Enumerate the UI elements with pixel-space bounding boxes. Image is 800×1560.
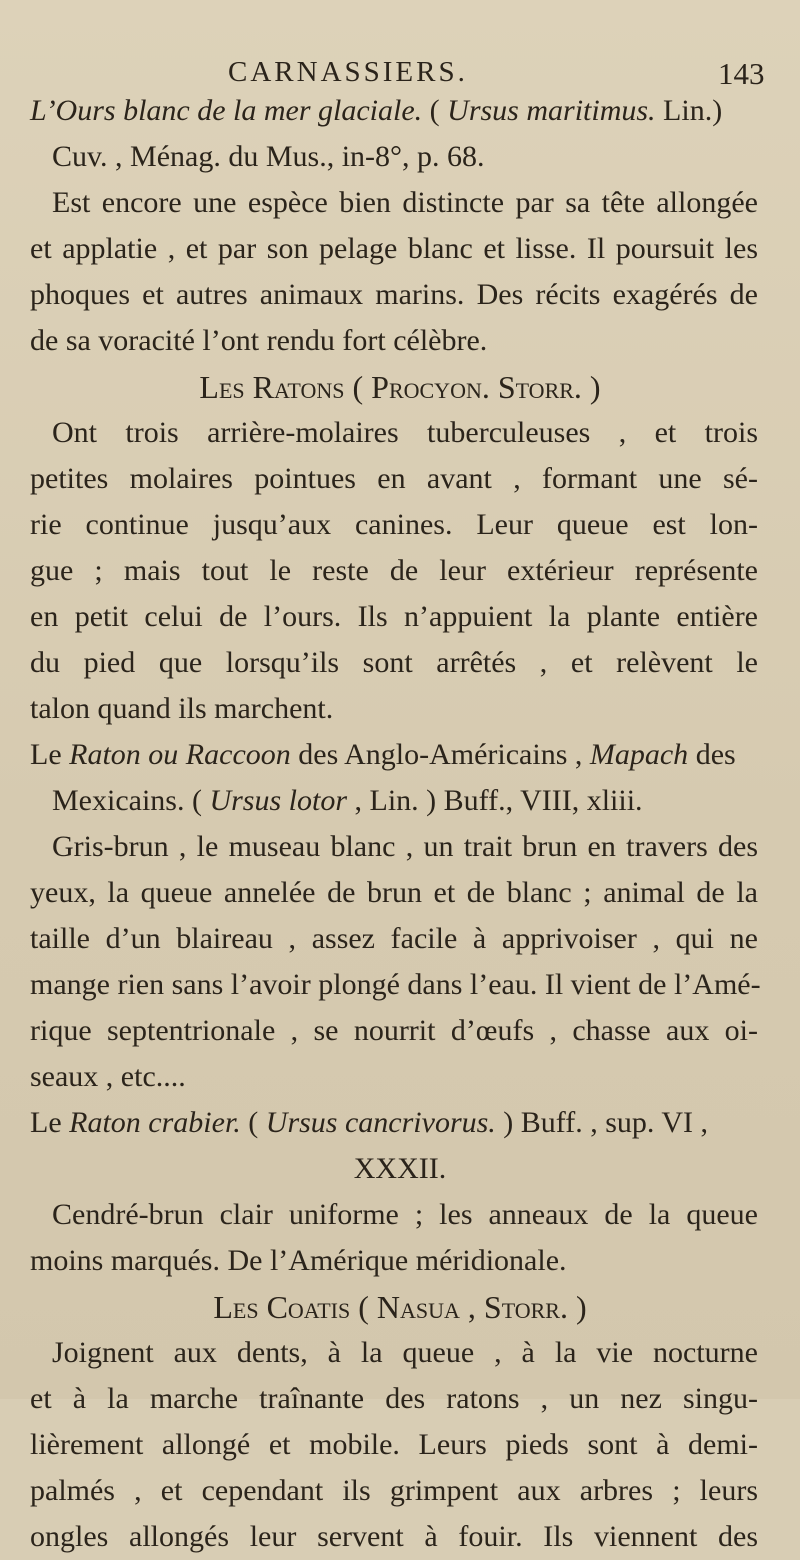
text-line: Gris-brun , le museau blanc , un trait brun en travers des [52, 830, 758, 863]
entry-title-raton-crabier: Le Raton crabier. ( Ursus cancrivorus. ) Buff. , sup. VI , [30, 1106, 709, 1139]
text-line: Joignent aux dents, à la queue , à la vie nocturne [52, 1336, 758, 1369]
text-line: yeux, la queue annelée de brun et de blanc ; animal de la [30, 876, 758, 909]
entry-reference-raton: Mexicains. ( Ursus lotor , Lin. ) Buff., VIII, xliii. [52, 784, 643, 817]
text-line: seaux , etc.... [30, 1060, 186, 1093]
text-line: Est encore une espèce bien distincte par sa tête allongée [52, 186, 758, 219]
text-line: du pied que lorsqu’ils sont arrêtés , et relèvent le [30, 646, 758, 679]
text-line: Ont trois arrière-molaires tuberculeuses , et trois [52, 416, 758, 449]
text-line: moins marqués. De l’Amérique méridionale. [30, 1244, 567, 1277]
text-line: ongles allongés leur servent à fouir. Ils viennent des [30, 1520, 758, 1553]
page-text [0, 88, 800, 1560]
entry-reference-raton-crabier: XXXII. [353, 1152, 447, 1185]
entry-title-raton: Le Raton ou Raccoon des Anglo-Américains , Mapach des [30, 738, 736, 771]
page-number: 143 [718, 56, 765, 91]
text-line: palmés , et cependant ils grimpent aux arbres ; leurs [30, 1474, 758, 1507]
section-heading-ratons: Les Ratons ( Procyon. Storr. ) [199, 369, 601, 405]
text-line: rie continue jusqu’aux canines. Leur queue est lon- [30, 508, 758, 541]
text-line: phoques et autres animaux marins. Des récits exagérés de [30, 278, 758, 311]
section-heading-coatis: Les Coatis ( Nasua , Storr. ) [213, 1289, 587, 1325]
text-line: et applatie , et par son pelage blanc et lisse. Il poursuit les [30, 232, 758, 265]
text-line: rique septentrionale , se nourrit d’œufs , chasse aux oi- [30, 1014, 758, 1047]
text-line: et à la marche traînante des ratons , un nez singu- [30, 1382, 758, 1415]
text-line: gue ; mais tout le reste de leur extérieur représente [30, 554, 758, 587]
running-head: CARNASSIERS. [228, 56, 468, 88]
page-header [0, 50, 800, 92]
text-line: lièrement allongé et mobile. Leurs pieds sont à demi- [30, 1428, 758, 1461]
entry-reference-ours-blanc: Cuv. , Ménag. du Mus., in-8°, p. 68. [52, 140, 485, 173]
text-line: talon quand ils marchent. [30, 692, 334, 725]
entry-title-ours-blanc: L’Ours blanc de la mer glaciale. ( Ursus maritimus. Lin.) [30, 94, 723, 127]
text-line: en petit celui de l’ours. Ils n’appuient la plante entière [30, 600, 758, 633]
text-line: Cendré-brun clair uniforme ; les anneaux de la queue [52, 1198, 758, 1231]
text-line: petites molaires pointues en avant , formant une sé- [30, 462, 758, 495]
text-line: taille d’un blaireau , assez facile à apprivoiser , qui ne [30, 922, 758, 955]
text-line: de sa voracité l’ont rendu fort célèbre. [30, 324, 488, 357]
text-line: mange rien sans l’avoir plongé dans l’eau. Il vient de l’Amé- [30, 968, 761, 1001]
